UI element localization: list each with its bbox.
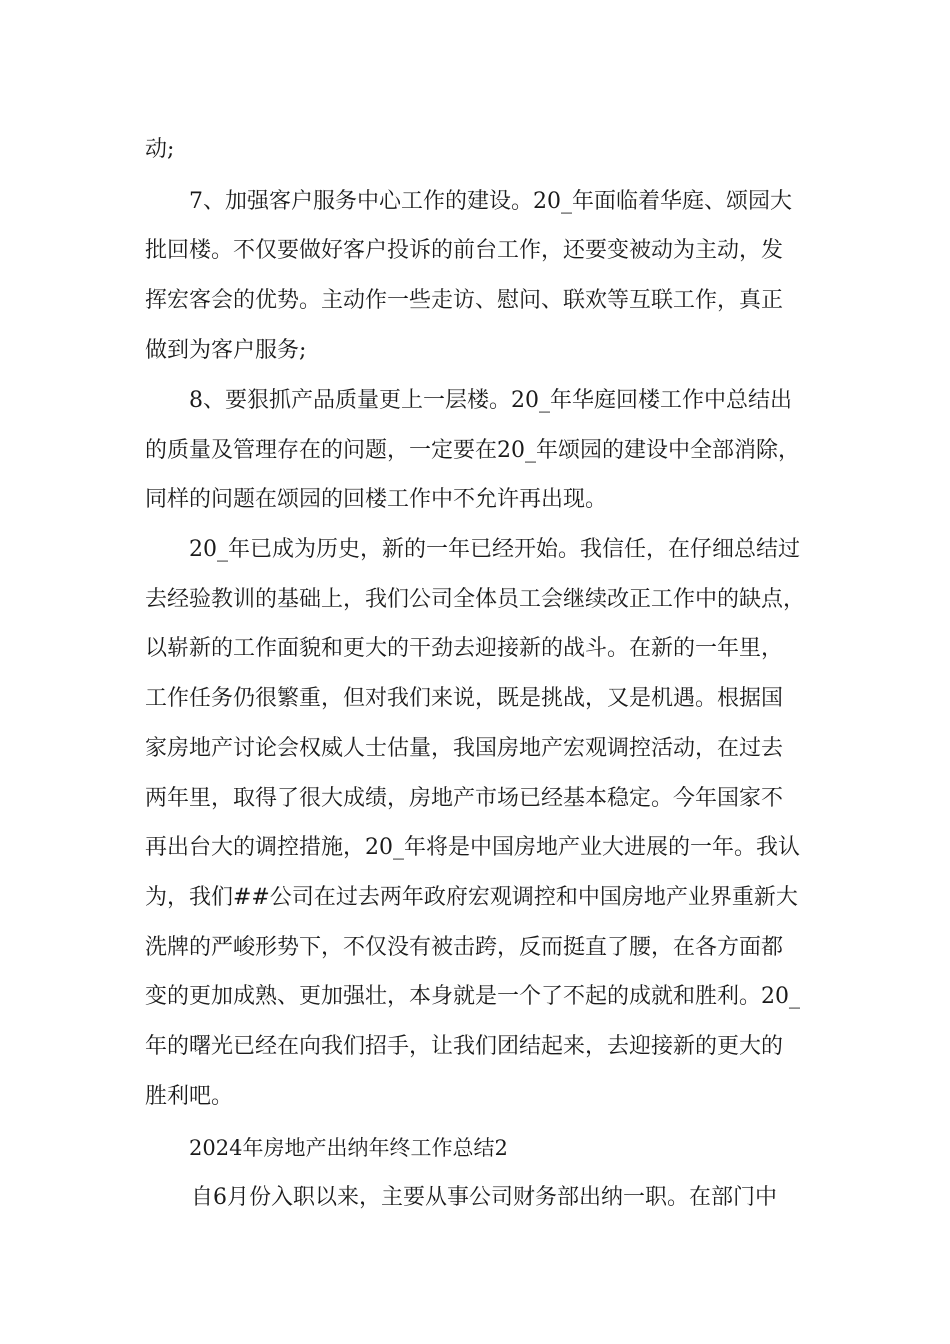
text-line: 去经验教训的基础上，我们公司全体员工会继续改正工作中的缺点， [145, 587, 806, 612]
section-heading: 2024年房地产出纳年终工作总结2 [189, 1136, 508, 1160]
text-line: 自6月份入职以来，主要从事公司财务部出纳一职。在部门中 [191, 1185, 777, 1210]
text-line: 做到为客户服务; [145, 338, 307, 363]
text-line: 同样的问题在颂园的回楼工作中不允许再出现。 [145, 487, 608, 512]
text-line: 8、要狠抓产品质量更上一层楼。20_年华庭回楼工作中总结出 [189, 388, 792, 413]
text-line: 20_年已成为历史，新的一年已经开始。我信任，在仔细总结过 [189, 537, 800, 562]
text-line: 挥宏客会的优势。主动作一些走访、慰问、联欢等互联工作，真正 [145, 288, 784, 313]
text-line: 胜利吧。 [145, 1084, 234, 1109]
text-line: 年的曙光已经在向我们招手，让我们团结起来，去迎接新的更大的 [145, 1034, 784, 1059]
text-line: 家房地产讨论会权威人士估量，我国房地产宏观调控活动，在过去 [145, 736, 784, 761]
text-line: 两年里，取得了很大成绩，房地产市场已经基本稳定。今年国家不 [145, 786, 784, 811]
text-line: 工作任务仍很繁重，但对我们来说，既是挑战，又是机遇。根据国 [145, 686, 784, 711]
text-line: 再出台大的调控措施，20_年将是中国房地产业大进展的一年。我认 [145, 835, 800, 860]
text-line: 以崭新的工作面貌和更大的干劲去迎接新的战斗。在新的一年里， [145, 636, 784, 661]
text-line: 动; [145, 137, 175, 162]
text-line: 为，我们##公司在过去两年政府宏观调控和中国房地产业界重新大 [145, 885, 798, 910]
text-line: 变的更加成熟、更加强壮，本身就是一个了不起的成就和胜利。20_ [145, 984, 800, 1009]
text-line: 7、加强客户服务中心工作的建设。20_年面临着华庭、颂园大 [189, 189, 792, 214]
text-line: 批回楼。不仅要做好客户投诉的前台工作，还要变被动为主动，发 [145, 238, 784, 263]
text-line: 的质量及管理存在的问题，一定要在20_年颂园的建设中全部消除， [145, 438, 800, 463]
text-line: 洗牌的严峻形势下，不仅没有被击跨，反而挺直了腰，在各方面都 [145, 935, 784, 960]
